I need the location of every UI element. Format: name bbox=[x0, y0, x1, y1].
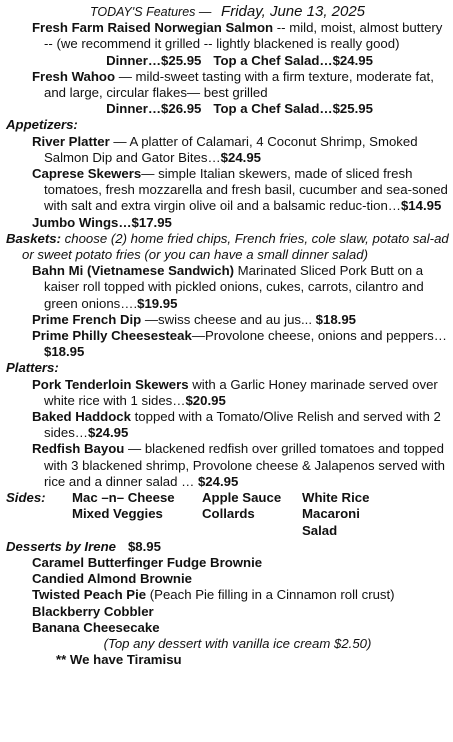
item-name: Jumbo Wings… bbox=[32, 214, 132, 230]
item-desc: — simple Italian skewers, made of sliced fresh tomatoes, fresh mozzarella and fresh basil, cucumber and sea-soned with salt and extra virgin olive oil and a balsamic reduc-tion… bbox=[44, 166, 448, 214]
feature-desc: — mild-sweet tasting with a firm texture, moderate fat, and large, circular flakes— best grilled bbox=[44, 68, 434, 101]
sides-grid bbox=[72, 490, 398, 539]
item-desc: with a Garlic Honey marinade served over white rice with 1 sides… bbox=[44, 376, 438, 408]
desserts-header bbox=[6, 539, 449, 555]
features-label: TODAY'S Features — bbox=[89, 5, 212, 19]
baskets-intro-text: choose (2) home fried chips, French fries, cole slaw, potato sal-ad or sweet potato fries (or you can have a small dinner salad) bbox=[22, 230, 449, 263]
ice-cream-note: (Top any dessert with vanilla ice cream $2.50) bbox=[103, 635, 372, 651]
dessert-name: Caramel Butterfinger Fudge Brownie bbox=[32, 554, 263, 570]
item-price: $18.95 bbox=[315, 311, 356, 327]
tiramisu-note: ** We have Tiramisu bbox=[56, 652, 182, 668]
item-desc: Marinated Sliced Pork Butt on a kaiser roll topped with pickled onions, cukes, carrots, cilantro and green onions…. bbox=[44, 263, 424, 311]
item-name: Prime French Dip bbox=[32, 311, 142, 327]
section-title-appetizers: Appetizers: bbox=[6, 117, 78, 133]
item-price: $19.95 bbox=[137, 295, 178, 311]
section-title-desserts: Desserts by Irene bbox=[6, 538, 116, 554]
menu-item bbox=[6, 328, 449, 360]
dessert-desc: (Peach Pie filling in a Cinnamon roll crust) bbox=[146, 587, 395, 603]
item-price: $24.95 bbox=[197, 473, 239, 489]
menu-item bbox=[6, 377, 449, 409]
feature-text bbox=[6, 69, 449, 101]
feature-prices bbox=[6, 53, 449, 69]
item-desc: topped with a Tomato/Olive Relish and served with 2 sides… bbox=[44, 409, 441, 441]
feature-item bbox=[6, 20, 449, 69]
dessert-list bbox=[6, 555, 449, 636]
menu-item bbox=[6, 215, 449, 231]
feature-text bbox=[6, 20, 449, 52]
side-item: Mixed Veggies bbox=[72, 506, 163, 522]
item-name: Redfish Bayou bbox=[32, 441, 125, 457]
menu-item bbox=[6, 312, 449, 328]
baskets-intro bbox=[6, 231, 449, 263]
item-price: $24.95 bbox=[87, 425, 129, 441]
feature-prices bbox=[6, 101, 449, 117]
item-name: Baked Haddock bbox=[32, 409, 131, 425]
item-price: $14.95 bbox=[400, 198, 442, 214]
item-desc: — blackened redfish over grilled tomatoes and topped with 3 blackened shrimp, Provolone cheese & Jalapenos served with rice and a dinner salad … bbox=[44, 441, 445, 489]
feature-desc: -- mild, moist, almost buttery -- (we recommend it grilled -- lightly blackened is really good) bbox=[44, 20, 443, 52]
item-desc: —swiss cheese and au jus... bbox=[141, 311, 316, 327]
section-title-baskets: Baskets: bbox=[6, 230, 61, 246]
item-price: $20.95 bbox=[185, 392, 226, 408]
menu-item bbox=[6, 263, 449, 312]
item-name: Bahn Mi (Vietnamese Sandwich) bbox=[32, 263, 235, 279]
feature-name: Fresh Wahoo bbox=[32, 68, 116, 84]
dessert-name: Banana Cheesecake bbox=[32, 619, 160, 635]
salad-price: Top a Chef Salad…$25.95 bbox=[213, 101, 373, 117]
feature-item bbox=[6, 69, 449, 118]
sides-section bbox=[6, 490, 449, 539]
menu-item bbox=[6, 409, 449, 441]
dessert-item bbox=[32, 571, 449, 587]
header bbox=[6, 4, 449, 20]
item-desc: — A platter of Calamari, 4 Coconut Shrimp, Smoked Salmon Dip and Gator Bites… bbox=[44, 133, 418, 165]
date-label: Friday, June 13, 2025 bbox=[221, 3, 366, 20]
menu-item bbox=[6, 166, 449, 215]
item-name: Pork Tenderloin Skewers bbox=[32, 376, 189, 392]
section-title-sides: Sides: bbox=[6, 490, 46, 506]
side-item: Mac –n– Cheese bbox=[72, 490, 175, 506]
dessert-item bbox=[32, 555, 449, 571]
dessert-name: Twisted Peach Pie bbox=[32, 587, 147, 603]
item-name: River Platter bbox=[32, 133, 110, 149]
menu-item bbox=[6, 134, 449, 166]
dinner-price: Dinner…$26.95 bbox=[106, 101, 202, 117]
item-desc: —Provolone cheese, onions and peppers… bbox=[191, 328, 447, 344]
item-name: Caprese Skewers bbox=[32, 166, 142, 182]
item-price: $17.95 bbox=[131, 214, 172, 230]
feature-name: Fresh Farm Raised Norwegian Salmon bbox=[32, 20, 274, 36]
dessert-name: Blackberry Cobbler bbox=[32, 603, 154, 619]
item-name: Prime Philly Cheesesteak bbox=[32, 328, 192, 344]
side-item: Collards bbox=[202, 506, 255, 522]
dessert-item bbox=[32, 604, 449, 620]
dessert-price: $8.95 bbox=[127, 538, 161, 554]
dessert-item bbox=[32, 620, 449, 636]
side-item: White Rice bbox=[302, 490, 370, 506]
side-item: Macaroni Salad bbox=[302, 506, 360, 538]
side-item: Apple Sauce bbox=[202, 490, 282, 506]
section-title-platters: Platters: bbox=[6, 360, 59, 376]
dessert-name: Candied Almond Brownie bbox=[32, 571, 192, 587]
dessert-item bbox=[32, 587, 449, 603]
item-price: $18.95 bbox=[44, 344, 85, 360]
salad-price: Top a Chef Salad…$24.95 bbox=[213, 52, 373, 68]
menu-item bbox=[6, 441, 449, 490]
dinner-price: Dinner…$25.95 bbox=[106, 52, 202, 68]
item-price: $24.95 bbox=[220, 149, 261, 165]
